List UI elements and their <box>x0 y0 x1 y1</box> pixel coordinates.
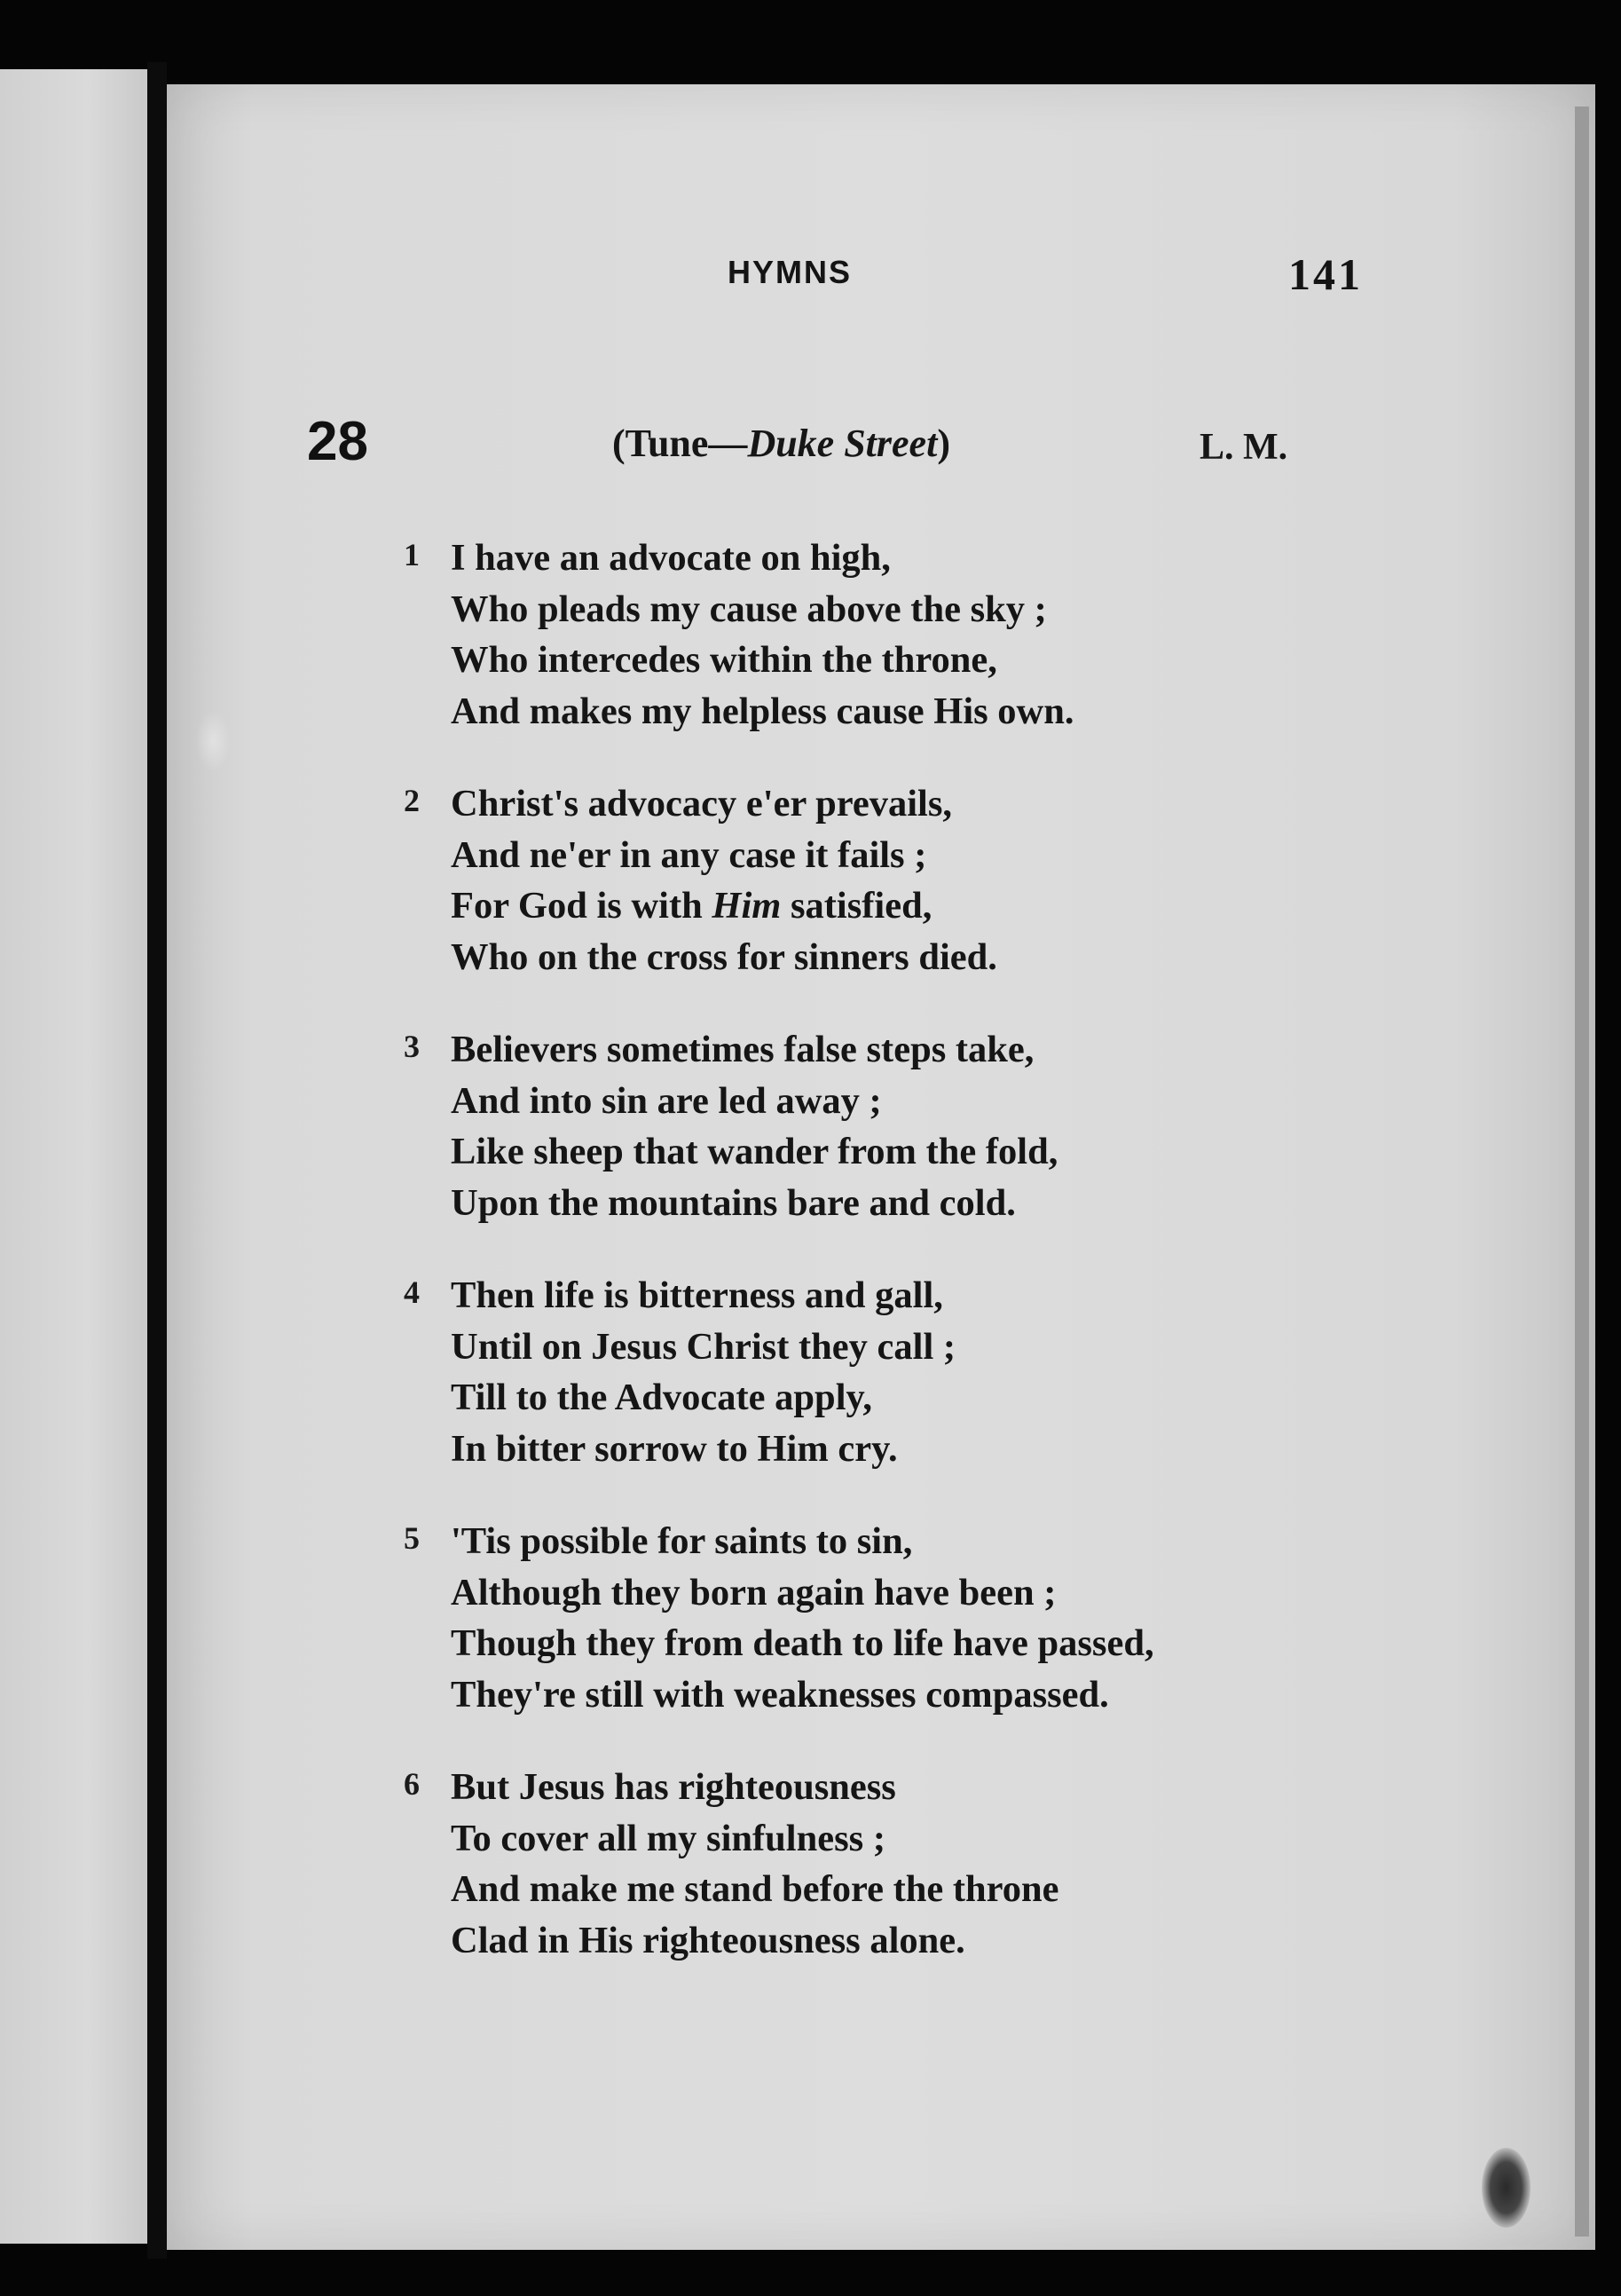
verse-line: Believers sometimes false steps take, <box>451 1029 1035 1070</box>
verse-line: In bitter sorrow to Him cry. <box>451 1427 898 1470</box>
verse-6 <box>404 1762 1380 1966</box>
verse-2 <box>404 778 1380 982</box>
verse-line: Till to the Advocate apply, <box>451 1377 873 1418</box>
page-stain <box>195 710 231 772</box>
page-number: 141 <box>1288 249 1363 299</box>
verse-number: 3 <box>404 1029 420 1064</box>
verse-4 <box>404 1270 1380 1474</box>
verse-line: Though they from death to life have passed, <box>451 1622 1154 1664</box>
verse-line: Who pleads my cause above the sky ; <box>451 588 1047 630</box>
verse-line: Although they born again have been ; <box>451 1571 1057 1614</box>
page-edge-shadow <box>1575 107 1589 2237</box>
verse-list <box>404 533 1380 2008</box>
verse-line: Upon the mountains bare and cold. <box>451 1181 1016 1224</box>
verse-line: Until on Jesus Christ they call ; <box>451 1325 956 1368</box>
verse-number: 4 <box>404 1274 420 1310</box>
verse-line: 'Tis possible for saints to sin, <box>451 1520 913 1562</box>
verse-line: And into sin are led away ; <box>451 1079 882 1122</box>
verse-5 <box>404 1516 1380 1720</box>
facing-page-edge <box>0 69 147 2244</box>
verse-number: 5 <box>404 1520 420 1556</box>
verse-line: Like sheep that wander from the fold, <box>451 1131 1058 1172</box>
verse-line: And ne'er in any case it fails ; <box>451 833 927 876</box>
verse-3 <box>404 1024 1380 1228</box>
verse-line: Then life is bitterness and gall, <box>451 1274 943 1316</box>
italic-word: Him <box>712 885 782 927</box>
verse-line: Clad in His righteousness alone. <box>451 1919 965 1961</box>
book-gutter <box>147 62 167 2259</box>
verse-line: Who on the cross for sinners died. <box>451 935 997 978</box>
tune-suffix: ) <box>937 422 950 465</box>
tune-line <box>612 421 950 466</box>
verse-line: But Jesus has righteousness <box>451 1766 896 1808</box>
hymn-number: 28 <box>307 411 368 472</box>
tune-prefix: (Tune— <box>612 422 748 465</box>
tune-name: Duke Street <box>747 422 938 465</box>
meter: L. M. <box>1200 427 1288 468</box>
verse-line: And makes my helpless cause His own. <box>451 690 1074 732</box>
running-title: HYMNS <box>728 254 853 290</box>
verse-line-with-italic: For God is with Him satisfied, <box>451 885 932 927</box>
verse-line: To cover all my sinfulness ; <box>451 1817 885 1859</box>
verse-line: And make me stand before the throne <box>451 1868 1059 1910</box>
verse-number: 1 <box>404 537 420 572</box>
verse-line: Christ's advocacy e'er prevails, <box>451 783 953 825</box>
verse-line: They're still with weaknesses compassed. <box>451 1673 1109 1716</box>
verse-line: Who intercedes within the throne, <box>451 639 997 681</box>
page-smudge <box>1482 2148 1531 2228</box>
verse-line: I have an advocate on high, <box>451 537 891 579</box>
verse-number: 6 <box>404 1766 420 1802</box>
verse-1 <box>404 533 1380 737</box>
verse-number: 2 <box>404 783 420 818</box>
